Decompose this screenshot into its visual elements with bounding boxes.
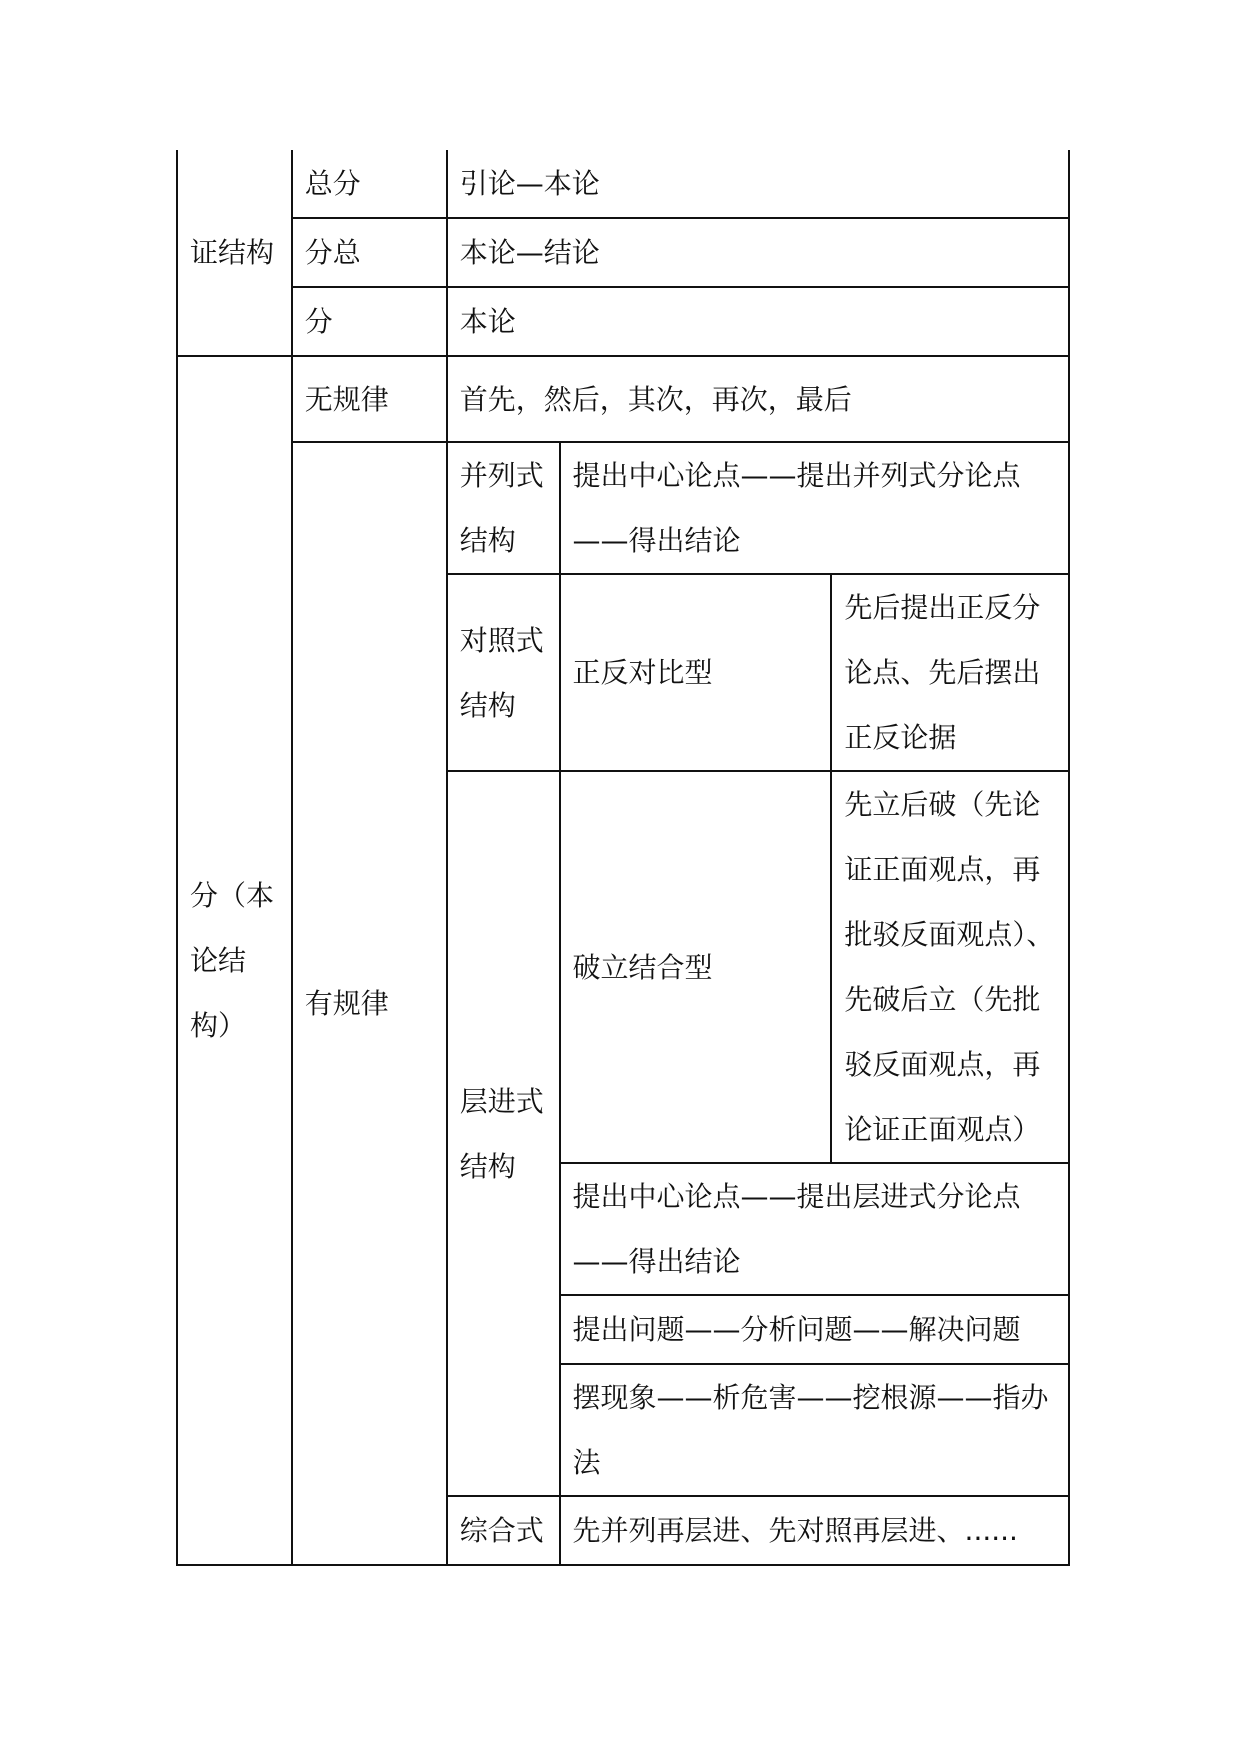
description-cell: 先后提出正反分论点、先后摆出正反论据 xyxy=(831,574,1069,771)
description-cell: 本论—结论 xyxy=(447,218,1069,287)
table-row xyxy=(177,356,1069,442)
type-cell: 有规律 xyxy=(292,442,447,1565)
table-row xyxy=(177,218,1069,287)
description-cell: 摆现象——析危害——挖根源——指办法 xyxy=(560,1364,1069,1496)
structure-cell: 并列式结构 xyxy=(447,442,560,574)
description-cell: 提出中心论点——提出并列式分论点——得出结论 xyxy=(560,442,1069,574)
description-cell: 首先，然后，其次，再次，最后 xyxy=(447,356,1069,442)
table-row xyxy=(177,287,1069,356)
structure-cell: 对照式结构 xyxy=(447,574,560,771)
structure-cell: 综合式 xyxy=(447,1496,560,1565)
category-cell: 分（本论结构） xyxy=(177,356,292,1565)
subtype-cell: 破立结合型 xyxy=(560,771,832,1163)
description-cell: 先立后破（先论证正面观点，再批驳反面观点）、先破后立（先批驳反面观点，再论证正面观点） xyxy=(831,771,1069,1163)
type-cell: 分总 xyxy=(292,218,447,287)
table-row xyxy=(177,442,1069,574)
description-cell: 本论 xyxy=(447,287,1069,356)
type-cell: 分 xyxy=(292,287,447,356)
table-row xyxy=(177,150,1069,218)
category-cell: 证结构 xyxy=(177,150,292,356)
description-cell: 引论—本论 xyxy=(447,150,1069,218)
subtype-cell: 正反对比型 xyxy=(560,574,832,771)
structure-cell: 层进式结构 xyxy=(447,771,560,1496)
description-cell: 提出中心论点——提出层进式分论点——得出结论 xyxy=(560,1163,1069,1295)
description-cell: 先并列再层进、先对照再层进、...... xyxy=(560,1496,1069,1565)
type-cell: 无规律 xyxy=(292,356,447,442)
argument-structure-table xyxy=(176,150,1070,1566)
description-cell: 提出问题——分析问题——解决问题 xyxy=(560,1295,1069,1364)
type-cell: 总分 xyxy=(292,150,447,218)
